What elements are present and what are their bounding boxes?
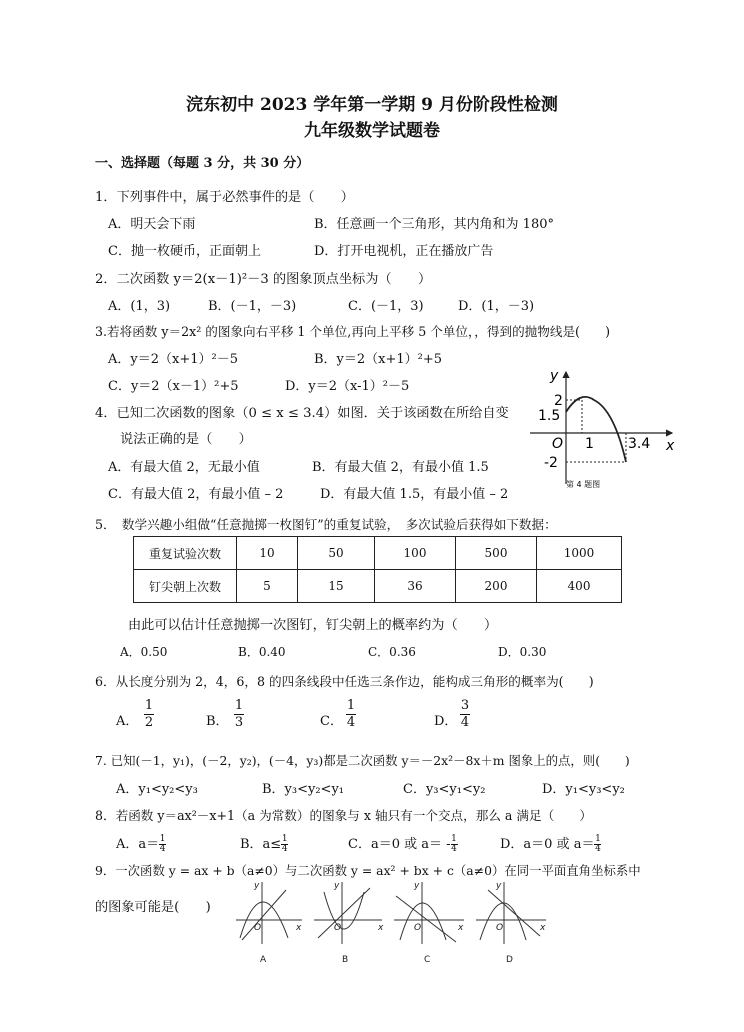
denominator: 4 xyxy=(159,844,166,854)
question-5-option-d: D．0.30 xyxy=(498,645,547,659)
question-9-graphs xyxy=(228,878,548,968)
table-cell: 50 xyxy=(298,537,375,570)
exam-title: 浣东初中 2023 学年第一学期 9 月份阶段性检测 xyxy=(186,95,558,115)
denominator: 3 xyxy=(234,715,244,730)
question-1-stem: 1．下列事件中，属于必然事件的是（ ） xyxy=(95,190,354,205)
question-6-stem: 6．从长度分别为 2，4，6，8 的四条线段中任选三条作边，能构成三角形的概率为( ) xyxy=(95,674,594,689)
question-4-option-c: C．有最大值 2，有最小值 – 2 xyxy=(108,487,284,502)
graph-a-y-label: y xyxy=(254,881,260,891)
question-4-graph xyxy=(522,366,682,492)
graph-c-y-label: y xyxy=(414,881,420,891)
question-6-option-d-letter: D． xyxy=(434,714,458,729)
option-b-text: B．a≤ xyxy=(240,837,282,852)
tick-y-neg2: -2 xyxy=(544,455,558,471)
option-c-text: C．a＝0 或 a＝ - xyxy=(348,837,451,852)
graph-d-origin: O xyxy=(496,923,504,933)
numerator: 1 xyxy=(451,834,457,844)
graph-c-x-label: x xyxy=(458,923,464,933)
table-row xyxy=(134,570,622,603)
tick-x-1: 1 xyxy=(585,436,594,452)
question-6-option-a-fraction xyxy=(144,699,154,730)
question-7-option-b: B．y₃<y₂<y₁ xyxy=(262,782,345,797)
table-header-up: 钉尖朝上次数 xyxy=(134,570,237,603)
question-9-stem-continued: 的图象可能是( ) xyxy=(95,900,211,915)
graph-c xyxy=(394,882,464,944)
figure-caption: 第 4 题图 xyxy=(566,480,601,489)
question-7-stem: 7. 已知(－1，y₁)，(－2，y₂)，(－4，y₃)都是二次函数 y＝－2x²－8x＋m 图象上的点，则( ) xyxy=(95,753,630,768)
graph-c-origin: O xyxy=(414,923,422,933)
question-7-option-d: D．y₁<y₃<y₂ xyxy=(542,782,625,797)
graph-d-x-label: x xyxy=(540,923,546,933)
table-cell: 200 xyxy=(456,570,537,603)
numerator: 1 xyxy=(144,698,154,713)
option-c-fraction xyxy=(451,835,458,854)
question-7-option-a: A．y₁<y₂<y₃ xyxy=(116,782,198,797)
question-8-option-c xyxy=(348,833,458,854)
question-4-option-b: B．有最大值 2，有最小值 1.5 xyxy=(312,460,489,475)
question-1-option-a: A．明天会下雨 xyxy=(108,217,196,232)
denominator: 4 xyxy=(451,844,457,854)
question-2-option-d: D．(1，－3) xyxy=(458,299,535,314)
option-d-fraction xyxy=(594,835,601,854)
table-cell: 15 xyxy=(298,570,375,603)
question-6-option-a-letter: A． xyxy=(116,714,139,729)
graph-b-x-label: x xyxy=(378,923,384,933)
graph-b-origin: O xyxy=(334,923,342,933)
question-6-option-d-fraction xyxy=(460,699,470,730)
frequency-table xyxy=(133,536,622,603)
graph-d-y-label: y xyxy=(496,881,502,891)
question-2-option-b: B．(－1，－3) xyxy=(208,299,297,314)
graph-d-label: D xyxy=(506,955,513,965)
question-4-stem: 4．已知二次函数的图象（0 ≤ x ≤ 3.4）如图．关于该函数在所给自变 xyxy=(95,406,509,421)
x-axis-label: x xyxy=(666,438,675,454)
question-5-option-c: C．0.36 xyxy=(368,645,416,659)
question-1-option-b: B．任意画一个三角形，其内角和为 180° xyxy=(314,217,554,232)
graph-a-origin: O xyxy=(254,923,262,933)
denominator: 4 xyxy=(346,715,356,730)
table-row xyxy=(134,537,622,570)
question-6-option-b-letter: B． xyxy=(206,714,229,729)
numerator: 1 xyxy=(234,698,244,713)
tick-y-1.5: 1.5 xyxy=(538,408,561,424)
graph-a-label: A xyxy=(260,955,267,965)
numerator: 1 xyxy=(281,834,288,844)
question-9-stem: 9．一次函数 y = ax + b（a≠0）与二次函数 y = ax² + bx + c（a≠0）在同一平面直角坐标系中 xyxy=(95,863,641,878)
question-5-followup: 由此可以估计任意抛掷一次图钉，钉尖朝上的概率约为（ ） xyxy=(128,618,498,633)
question-4-option-d: D．有最大值 1.5，有最小值 – 2 xyxy=(320,487,509,502)
numerator: 1 xyxy=(159,834,166,844)
denominator: 4 xyxy=(281,844,288,854)
question-3-option-b: B．y＝2（x+1）²+5 xyxy=(314,352,443,367)
question-1-option-c: C．抛一枚硬币，正面朝上 xyxy=(108,244,261,259)
question-5-option-b: B．0.40 xyxy=(238,645,286,659)
tick-x-3.4: 3.4 xyxy=(628,436,651,452)
section-heading: 一、选择题（每题 3 分，共 30 分） xyxy=(95,156,310,171)
table-cell: 400 xyxy=(537,570,622,603)
table-cell: 36 xyxy=(375,570,456,603)
table-cell: 5 xyxy=(237,570,298,603)
question-2-stem: 2．二次函数 y＝2(x－1)²－3 的图象顶点坐标为（ ） xyxy=(95,272,432,287)
graph-a-x-label: x xyxy=(296,923,302,933)
question-4-stem-continued: 说法正确的是（ ） xyxy=(120,432,252,447)
graph-b-y-label: y xyxy=(334,881,340,891)
table-header-trials: 重复试验次数 xyxy=(134,537,237,570)
graph-d xyxy=(476,882,546,944)
option-d-text: D．a＝0 或 a＝ xyxy=(500,837,595,852)
question-5-option-a: A．0.50 xyxy=(120,645,168,659)
numerator: 1 xyxy=(595,834,601,844)
option-a-fraction xyxy=(159,835,166,854)
question-6-option-c-fraction xyxy=(346,699,356,730)
denominator: 4 xyxy=(460,715,470,730)
parabola-curve xyxy=(566,397,626,462)
tick-y-2: 2 xyxy=(554,393,563,409)
question-3-option-c: C．y＝2（x－1）²+5 xyxy=(108,379,239,394)
question-3-stem: 3.若将函数 y＝2x² 的图象向右平移 1 个单位,再向上平移 5 个单位，，得到的抛物线是( ) xyxy=(95,324,611,339)
denominator: 2 xyxy=(144,715,154,730)
question-8-option-b xyxy=(240,833,288,854)
question-6-option-c-letter: C． xyxy=(320,714,343,729)
question-8-option-a xyxy=(116,833,166,854)
denominator: 4 xyxy=(595,844,601,854)
question-6-option-b-fraction xyxy=(234,699,244,730)
question-3-option-a: A．y＝2（x+1）²－5 xyxy=(108,352,238,367)
table-cell: 100 xyxy=(375,537,456,570)
y-axis-label: y xyxy=(550,368,559,384)
question-2-option-c: C．(－1，3) xyxy=(348,299,424,314)
question-4-option-a: A．有最大值 2，无最小值 xyxy=(108,460,260,475)
graph-b-label: B xyxy=(342,955,349,965)
table-cell: 1000 xyxy=(537,537,622,570)
origin-label: O xyxy=(552,436,564,452)
question-5-stem: 5． 数学兴趣小组做“任意抛掷一枚图钉”的重复试验， 多次试验后获得如下数据： xyxy=(95,517,557,532)
question-1-option-d: D．打开电视机，正在播放广告 xyxy=(314,244,494,259)
question-3-option-d: D．y＝2（x-1）²－5 xyxy=(285,379,410,394)
graph-b xyxy=(314,882,382,944)
question-7-option-c: C．y₃<y₁<y₂ xyxy=(403,782,486,797)
numerator: 3 xyxy=(460,698,470,713)
option-b-fraction xyxy=(281,835,288,854)
question-8-option-d xyxy=(500,833,601,854)
question-8-stem: 8．若函数 y＝ax²－x+1（a 为常数）的图象与 x 轴只有一个交点，那么 a 满足（ ） xyxy=(95,808,592,823)
graph-c-label: C xyxy=(424,955,431,965)
table-cell: 10 xyxy=(237,537,298,570)
graph-a xyxy=(236,882,302,944)
option-a-text: A．a＝ xyxy=(116,837,160,852)
question-2-option-a: A．(1，3) xyxy=(108,299,171,314)
numerator: 1 xyxy=(346,698,356,713)
exam-subtitle: 九年级数学试题卷 xyxy=(304,121,440,141)
table-cell: 500 xyxy=(456,537,537,570)
